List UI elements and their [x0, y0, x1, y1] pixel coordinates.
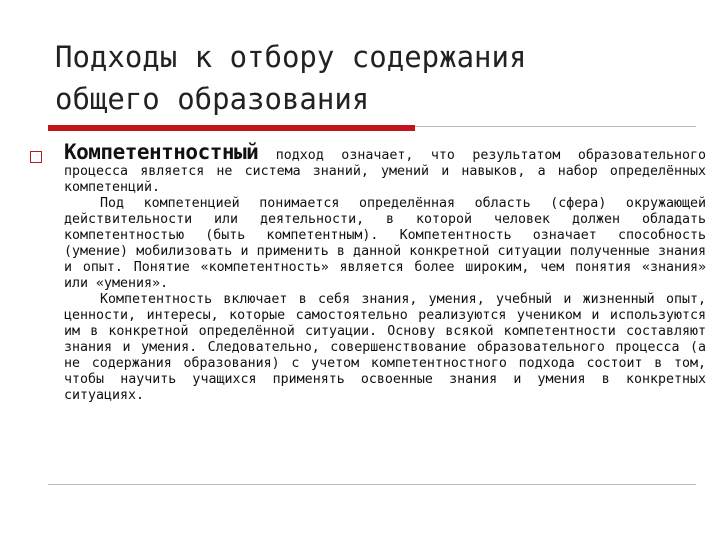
- slide-title-line-1: Подходы к отбору содержания: [55, 40, 527, 74]
- bottom-divider: [48, 484, 696, 485]
- slide-body: [64, 140, 706, 404]
- paragraph-1: [64, 140, 706, 196]
- paragraph-2: Под компетенцией понимается определённая область (сфера) окружающей действительности или деятельности, в которой человек должен обладать компетентностью (быть компетентным). Компетентность означает способность (умение) мобилизовать и применить в данной конкретной ситуации полученные знания и опыт. Понятие «компетентность» является более широким, чем понятия «знания» или «умения».: [64, 196, 706, 291]
- slide-title-line-2: общего образования: [55, 82, 370, 116]
- title-divider-accent: [48, 125, 415, 131]
- hollow-square-bullet-icon: [30, 151, 42, 163]
- paragraph-3: Компетентность включает в себя знания, умения, учебный и жизненный опыт, ценности, интересы, которые самостоятельно реализуются учеником и используются им в конкретной определённой ситуации. Основу всякой компетентности составляют знания и умения. Следовательно, совершенствование образовательного процесса (а не содержания образования) с учетом компетентностного подхода состоит в том, чтобы научить учащихся применять освоенные знания и умения в конкретных ситуациях.: [64, 292, 706, 403]
- slide-title: [55, 36, 695, 120]
- lead-term: Компетентностный: [64, 140, 259, 164]
- paragraph-1-text: подход означает, что результатом образовательного процесса является не система знаний, умений и навыков, а набор определённых компетенций.: [64, 148, 706, 195]
